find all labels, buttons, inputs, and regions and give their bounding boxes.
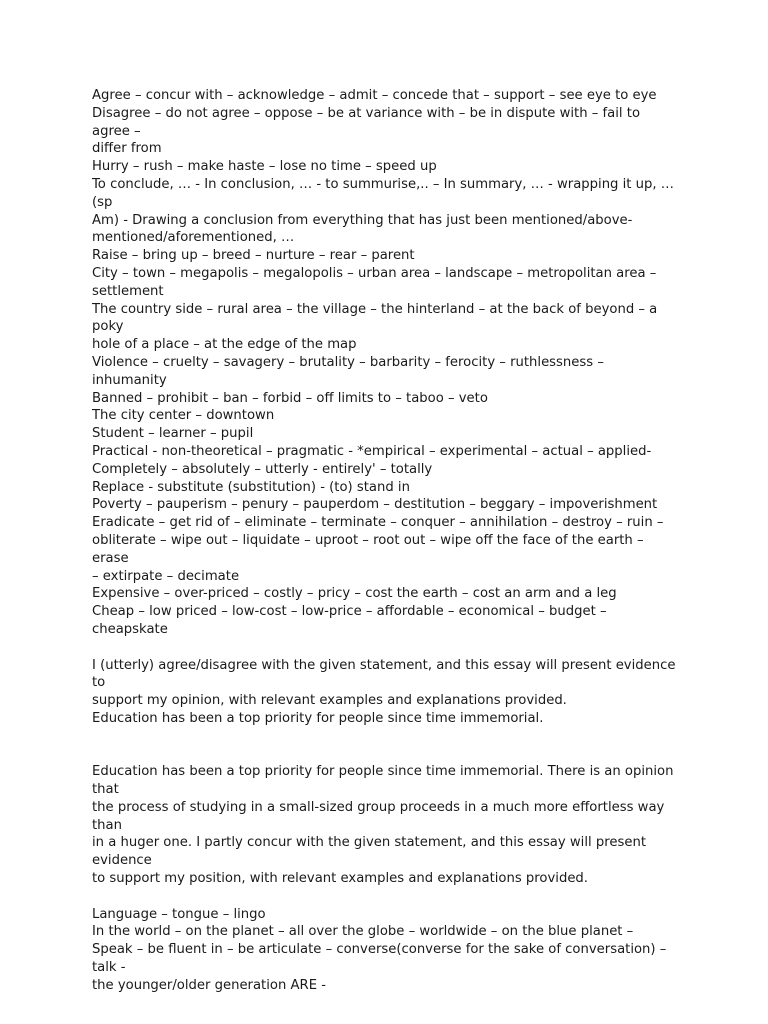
text-line-language: Language – tongue – lingo <box>92 906 266 922</box>
essay-template-paragraph <box>92 657 678 728</box>
text-line-intro-1: Education has been a top priority for people since time immemorial. There is an opinion that <box>92 764 678 798</box>
text-line-city-cont: settlement <box>92 283 164 299</box>
text-line-violence: Violence – cruelty – savagery – brutality – barbarity – ferocity – ruthlessness – inhumanity <box>92 354 609 388</box>
text-line-student: Student – learner – pupil <box>92 426 254 442</box>
text-line-banned: Banned – prohibit – ban – forbid – off limits to – taboo – veto <box>92 390 488 406</box>
text-line-completely: Completely – absolutely – utterly - entirely' – totally <box>92 461 433 477</box>
synonym-list <box>92 87 678 639</box>
text-line-hurry: Hurry – rush – make haste – lose no time – speed up <box>92 159 437 175</box>
text-line-intro-4: to support my position, with relevant examples and explanations provided. <box>92 871 588 887</box>
text-line-city: City – town – megapolis – megalopolis – urban area – landscape – metropolitan area – <box>92 265 657 281</box>
text-line-eradicate: Eradicate – get rid of – eliminate – terminate – conquer – annihilation – destroy – ruin – <box>92 515 664 531</box>
text-line-city-center: The city center – downtown <box>92 408 275 424</box>
text-line-eradicate-cont-2: – extirpate – decimate <box>92 568 240 584</box>
text-line-template-3: Education has been a top priority for people since time immemorial. <box>92 710 544 726</box>
text-line-practical: Practical - non-theoretical – pragmatic - *empirical – experimental – actual – applied- <box>92 443 652 459</box>
text-line-intro-3: in a huger one. I partly concur with the given statement, and this essay will present evidence <box>92 835 651 869</box>
text-line-conclude-cont-2: mentioned/aforementioned, … <box>92 230 295 246</box>
text-line-template-1: I (utterly) agree/disagree with the given statement, and this essay will present evidence to <box>92 657 680 691</box>
blank-line <box>92 728 678 746</box>
blank-line <box>92 639 678 657</box>
text-line-agree: Agree – concur with – acknowledge – admit – concede that – support – see eye to eye <box>92 88 657 103</box>
text-line-world: In the world – on the planet – all over the globe – worldwide – on the blue planet – <box>92 924 634 940</box>
text-line-replace: Replace - substitute (substitution) - (to) stand in <box>92 479 410 495</box>
text-line-conclude-cont-1: Am) - Drawing a conclusion from everything that has just been mentioned/above- <box>92 212 633 228</box>
text-line-template-2: support my opinion, with relevant examples and explanations provided. <box>92 693 567 709</box>
text-line-disagree: Disagree – do not agree – oppose – be at variance with – be in dispute with – fail to agree – <box>92 105 645 139</box>
text-line-intro-2: the process of studying in a small-sized group proceeds in a much more effortless way than <box>92 799 669 833</box>
text-line-countryside-cont: hole of a place – at the edge of the map <box>92 337 357 353</box>
text-line-cheap: Cheap – low priced – low-cost – low-price – affordable – economical – budget – cheapskate <box>92 604 611 637</box>
text-line-expensive: Expensive – over-priced – costly – pricy – cost the earth – cost an arm and a leg <box>92 586 617 602</box>
text-line-countryside: The country side – rural area – the village – the hinterland – at the back of beyond – a poky <box>92 301 662 335</box>
text-line-conclude: To conclude, … - In conclusion, … - to summurise,.. – In summary, … - wrapping it up, …(sp <box>92 176 674 210</box>
blank-line <box>92 888 678 906</box>
essay-intro-paragraph <box>92 763 678 888</box>
document-page <box>92 87 678 995</box>
text-line-raise: Raise – bring up – breed – nurture – rear – parent <box>92 248 415 264</box>
text-line-poverty: Poverty – pauperism – penury – pauperdom – destitution – beggary – impoverishment <box>92 497 658 513</box>
text-line-disagree-cont: differ from <box>92 141 162 157</box>
vocabulary-list-2 <box>92 906 678 995</box>
text-line-eradicate-cont-1: obliterate – wipe out – liquidate – uproot – root out – wipe off the face of the earth – erase <box>92 532 648 566</box>
text-line-speak: Speak – be fluent in – be articulate – converse(converse for the sake of conversation) – talk - <box>92 942 671 976</box>
text-line-generation: the younger/older generation ARE - <box>92 977 326 993</box>
blank-line <box>92 745 678 763</box>
